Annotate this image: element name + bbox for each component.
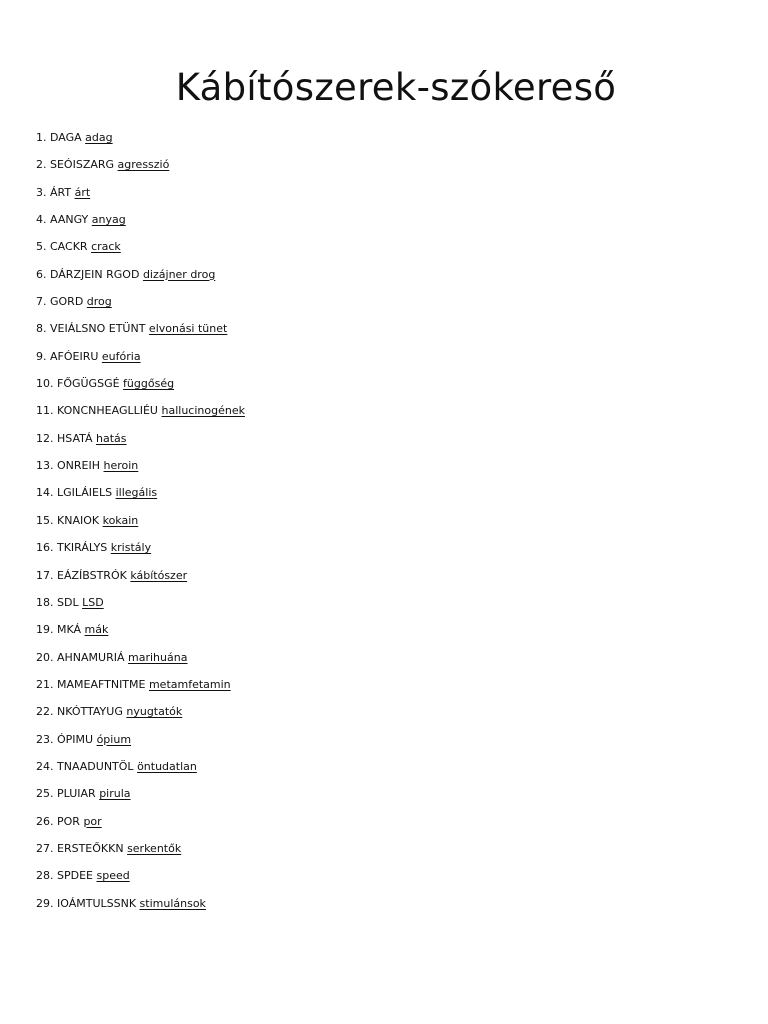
list-item [36, 430, 245, 457]
scrambled-word: AFÓEIRU [50, 349, 99, 363]
answer-word: hallucinogének [161, 404, 245, 418]
scrambled-word: MKÁ [57, 623, 82, 637]
item-number: 16. [36, 541, 54, 555]
item-number: 20. [36, 650, 54, 664]
scrambled-word: IOÁMTULSSNK [57, 896, 137, 910]
answer-word: eufória [101, 349, 141, 363]
scrambled-word: DAGA [50, 131, 82, 144]
item-number: 29. [36, 896, 54, 910]
answer-word: függőség [123, 377, 175, 391]
list-item [36, 594, 245, 621]
answer-word: anyag [91, 213, 126, 227]
item-number: 23. [36, 732, 54, 746]
list-item [36, 731, 245, 758]
list-item [36, 703, 245, 730]
answer-word: kokain [102, 513, 139, 527]
list-item [36, 457, 245, 484]
scrambled-word: ERSTEŐKKN [57, 841, 124, 855]
answer-word: mák [84, 623, 109, 637]
answer-word: drog [86, 295, 112, 309]
list-item [36, 484, 245, 511]
list-item [36, 238, 245, 265]
list-item [36, 676, 245, 703]
item-number: 24. [36, 759, 54, 773]
item-number: 25. [36, 787, 54, 801]
scrambled-word: POR [57, 814, 80, 828]
answer-word: agresszió [117, 158, 170, 172]
list-item [36, 184, 245, 211]
answer-word: dizájner drog [142, 267, 216, 281]
answer-word: kábítószer [130, 568, 188, 582]
answer-word: pirula [99, 787, 131, 801]
answer-word: árt [74, 185, 91, 199]
item-number: 6. [36, 267, 47, 281]
item-number: 1. [36, 131, 47, 144]
answer-word: serkentők [127, 841, 182, 855]
scrambled-word: KONCNHEAGLLIÉU [57, 404, 158, 418]
answer-word: hatás [96, 431, 127, 445]
item-number: 27. [36, 841, 54, 855]
scrambled-word: EÁZÍBSTRÓK [57, 568, 127, 582]
item-number: 22. [36, 705, 54, 719]
scrambled-word: MAMEAFTNITME [57, 677, 146, 691]
list-item [36, 293, 245, 320]
list-item [36, 867, 245, 894]
answer-word: crack [91, 240, 121, 254]
item-number: 10. [36, 377, 54, 391]
scrambled-word: TKIRÁLYS [57, 541, 108, 555]
scrambled-word: LGILÁIELS [57, 486, 113, 500]
item-number: 26. [36, 814, 54, 828]
list-item [36, 895, 245, 922]
answer-word: heroin [103, 459, 139, 473]
list-item [36, 758, 245, 785]
list-item [36, 840, 245, 867]
list-item [36, 402, 245, 429]
list-item [36, 567, 245, 594]
scrambled-word: AHNAMURIÁ [57, 650, 125, 664]
list-item [36, 785, 245, 812]
scrambled-word: AANGY [50, 213, 89, 227]
item-number: 13. [36, 459, 54, 473]
answer-word: marihuána [128, 650, 188, 664]
scrambled-word: VEIÁLSNO ETÜNT [50, 322, 146, 336]
list-item [36, 813, 245, 840]
list-item [36, 539, 245, 566]
list-item [36, 320, 245, 347]
answer-word: kristály [110, 541, 152, 555]
scrambled-word: PLUIAR [57, 787, 96, 801]
item-number: 17. [36, 568, 54, 582]
answer-word: speed [96, 869, 130, 883]
answer-word: adag [85, 131, 113, 144]
item-number: 21. [36, 677, 54, 691]
scrambled-word: SPDEE [57, 869, 93, 883]
item-number: 4. [36, 213, 47, 227]
item-number: 3. [36, 185, 47, 199]
list-item [36, 129, 245, 156]
item-number: 12. [36, 431, 54, 445]
scrambled-word: DÁRZJEIN RGOD [50, 267, 140, 281]
list-item [36, 649, 245, 676]
item-number: 8. [36, 322, 47, 336]
list-item [36, 348, 245, 375]
item-number: 15. [36, 513, 54, 527]
item-number: 2. [36, 158, 47, 172]
answer-word: ópium [96, 732, 132, 746]
item-number: 28. [36, 869, 54, 883]
item-number: 18. [36, 595, 54, 609]
list-item [36, 512, 245, 539]
scrambled-word: SEÓISZARG [50, 158, 115, 172]
item-number: 5. [36, 240, 47, 254]
item-number: 9. [36, 349, 47, 363]
item-number: 7. [36, 295, 47, 309]
scrambled-word: TNAADUNTÖL [57, 759, 134, 773]
word-list [36, 129, 245, 922]
list-item [36, 621, 245, 648]
list-item [36, 211, 245, 238]
scrambled-word: ONREIH [57, 459, 100, 473]
list-item [36, 375, 245, 402]
scrambled-word: SDL [57, 595, 79, 609]
scrambled-word: KNAIOK [57, 513, 100, 527]
answer-word: metamfetamin [148, 677, 231, 691]
page-title: Kábítószerek-szókereső [175, 66, 617, 109]
scrambled-word: CACKR [50, 240, 88, 254]
list-item [36, 156, 245, 183]
list-item [36, 266, 245, 293]
scrambled-word: NKÓTTAYUG [57, 705, 123, 719]
item-number: 11. [36, 404, 54, 418]
scrambled-word: HSATÁ [57, 431, 93, 445]
item-number: 19. [36, 623, 54, 637]
answer-word: nyugtatók [126, 705, 183, 719]
scrambled-word: ÁRT [50, 185, 72, 199]
item-number: 14. [36, 486, 54, 500]
scrambled-word: FŐGÜGSGÉ [57, 377, 120, 391]
answer-word: LSD [82, 595, 104, 609]
answer-word: elvonási tünet [148, 322, 228, 336]
answer-word: öntudatlan [137, 759, 197, 773]
answer-word: por [83, 814, 102, 828]
answer-word: illegális [115, 486, 158, 500]
scrambled-word: GORD [50, 295, 84, 309]
scrambled-word: ÓPIMU [57, 732, 94, 746]
answer-word: stimulánsok [139, 896, 206, 910]
